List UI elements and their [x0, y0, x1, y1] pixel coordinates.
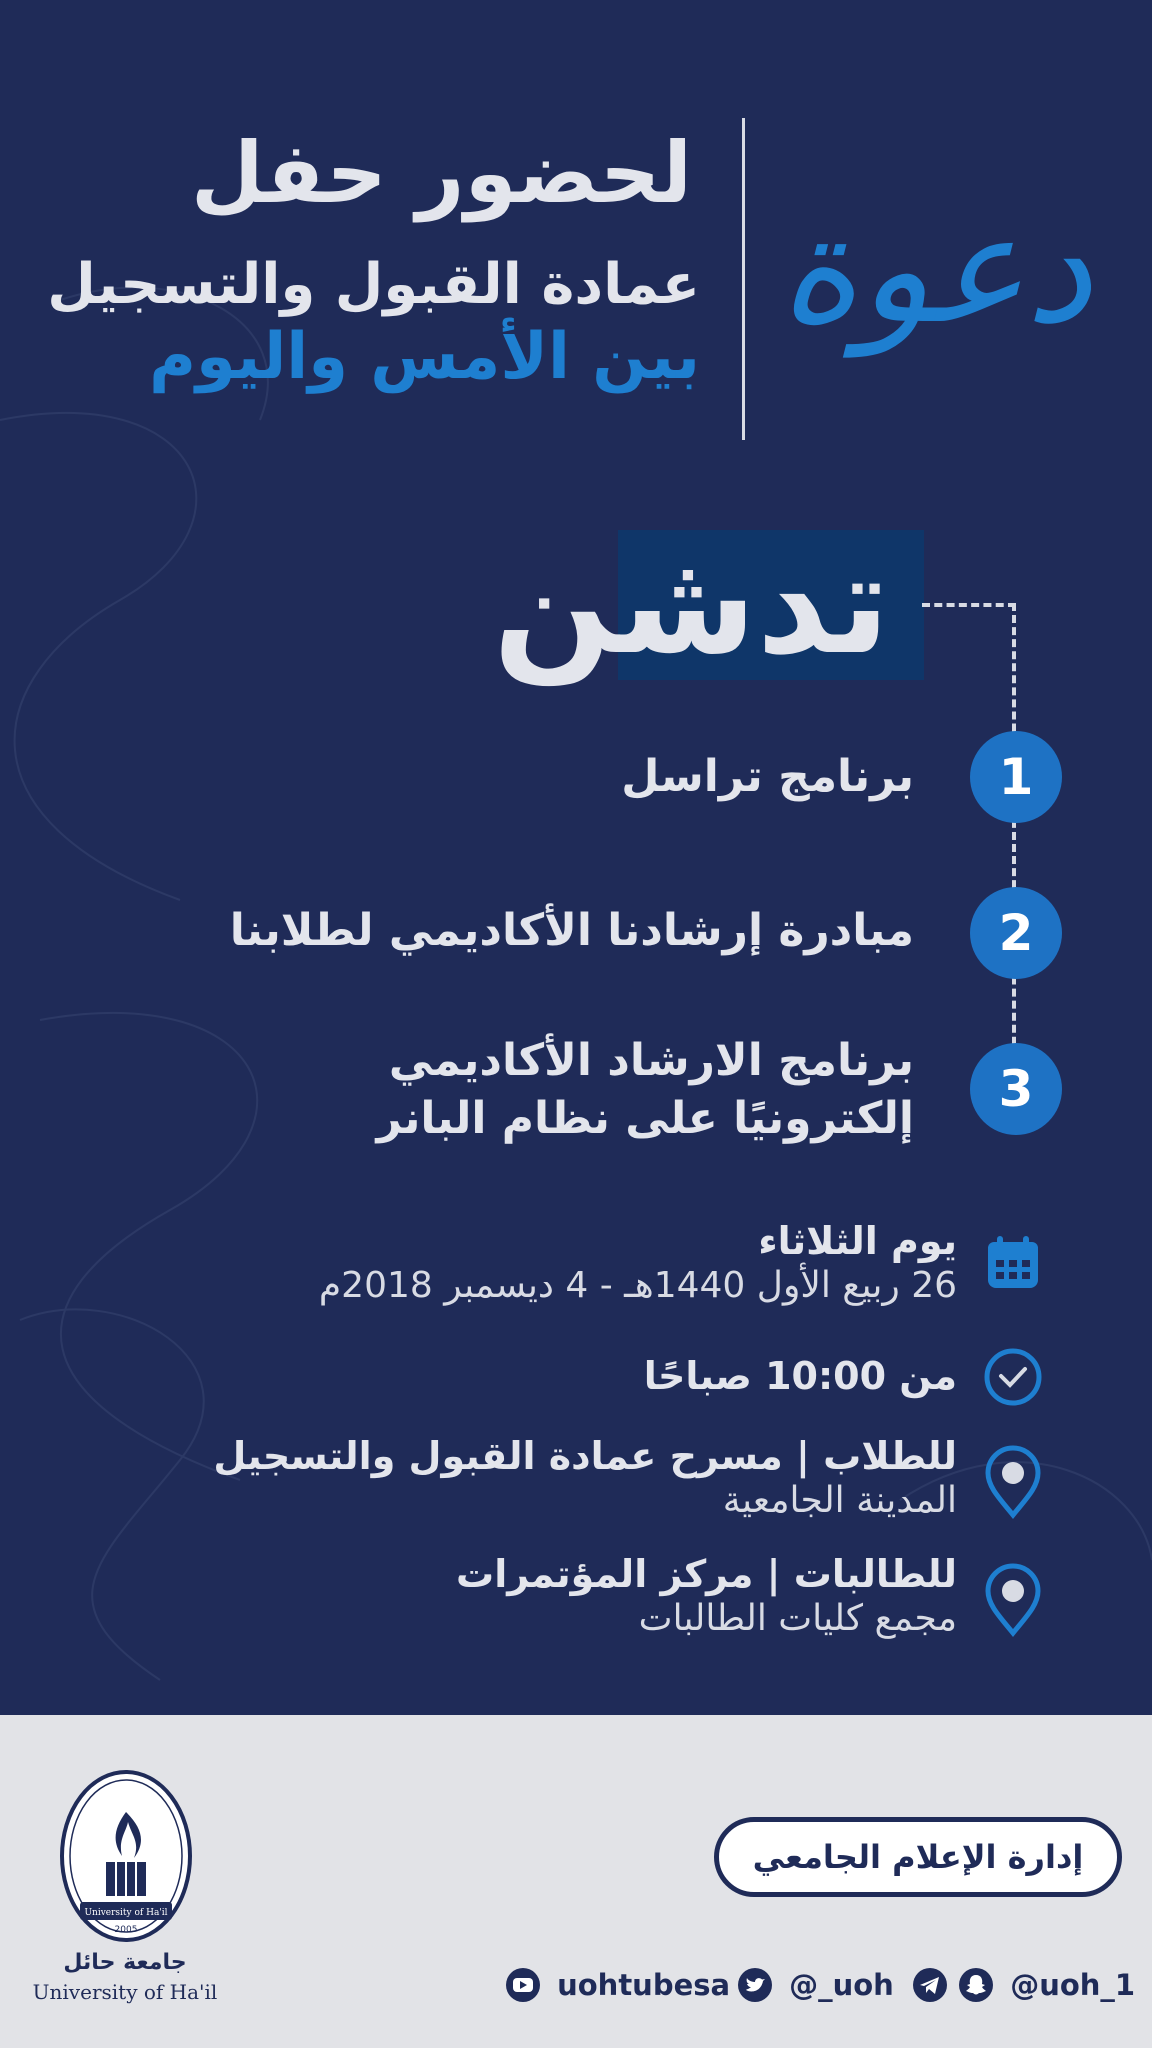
male-venue: للطلاب | مسرح عمادة القبول والتسجيل: [213, 1434, 957, 1478]
twitter-handle-text: @_uoh: [789, 1968, 894, 2002]
university-name-arabic: جامعة حائل: [63, 1950, 187, 1975]
telegram-snapchat-handle[interactable]: [912, 1960, 1135, 2006]
youtube-handle[interactable]: [505, 1960, 730, 2006]
invitation-calligraphy: دعوة: [779, 183, 1092, 357]
logo-university-name: University of Ha'il: [84, 1908, 168, 1918]
telegram-snapchat-handle-text: @uoh_1: [1010, 1968, 1136, 2002]
timeline-connector-vertical: [1012, 603, 1016, 1093]
event-theme: بين الأمس واليوم: [149, 320, 700, 394]
step-label-1: برنامج تراسل: [621, 751, 914, 802]
deanship-name: عمادة القبول والتسجيل: [47, 252, 700, 317]
twitter-icon: [737, 1967, 773, 2003]
university-name-english: University of Ha'il: [32, 1980, 218, 2004]
step-label-3: برنامج الارشاد الأكاديمي إلكترونيًا على نظام البانر: [376, 1035, 914, 1144]
event-time: من 10:00 صباحًا: [643, 1354, 957, 1398]
step-number-2: 2: [970, 887, 1062, 979]
step-number-1: 1: [970, 731, 1062, 823]
event-date: 26 ربيع الأول 1440هـ - 4 ديسمبر 2018م: [318, 1265, 957, 1306]
university-logo: [56, 1770, 196, 1950]
youtube-handle-text: uohtubesa: [557, 1968, 731, 2002]
step-label-2: مبادرة إرشادنا الأكاديمي لطلابنا: [229, 905, 914, 956]
male-venue-location: المدينة الجامعية: [722, 1480, 957, 1521]
location-pin-icon: [982, 1445, 1044, 1519]
launch-heading: تدشن: [492, 523, 890, 686]
location-pin-icon: [982, 1563, 1044, 1637]
snapchat-icon: [958, 1967, 994, 2003]
female-venue-location: مجمع كليات الطالبات: [638, 1598, 957, 1639]
attend-ceremony-title: لحضور حفل: [190, 124, 692, 222]
calendar-icon: [982, 1232, 1044, 1294]
media-department-badge: إدارة الإعلام الجامعي: [714, 1817, 1122, 1897]
step-number-3: 3: [970, 1043, 1062, 1135]
logo-year: 2005: [114, 1925, 138, 1935]
telegram-icon: [912, 1967, 948, 2003]
twitter-handle[interactable]: [737, 1960, 894, 2006]
female-venue: للطالبات | مركز المؤتمرات: [456, 1552, 957, 1596]
check-circle-icon: [982, 1346, 1044, 1408]
youtube-icon: [505, 1967, 541, 2003]
event-day: يوم الثلاثاء: [758, 1219, 957, 1263]
timeline-connector-horizontal: [922, 603, 1016, 607]
header-divider: [742, 118, 745, 440]
